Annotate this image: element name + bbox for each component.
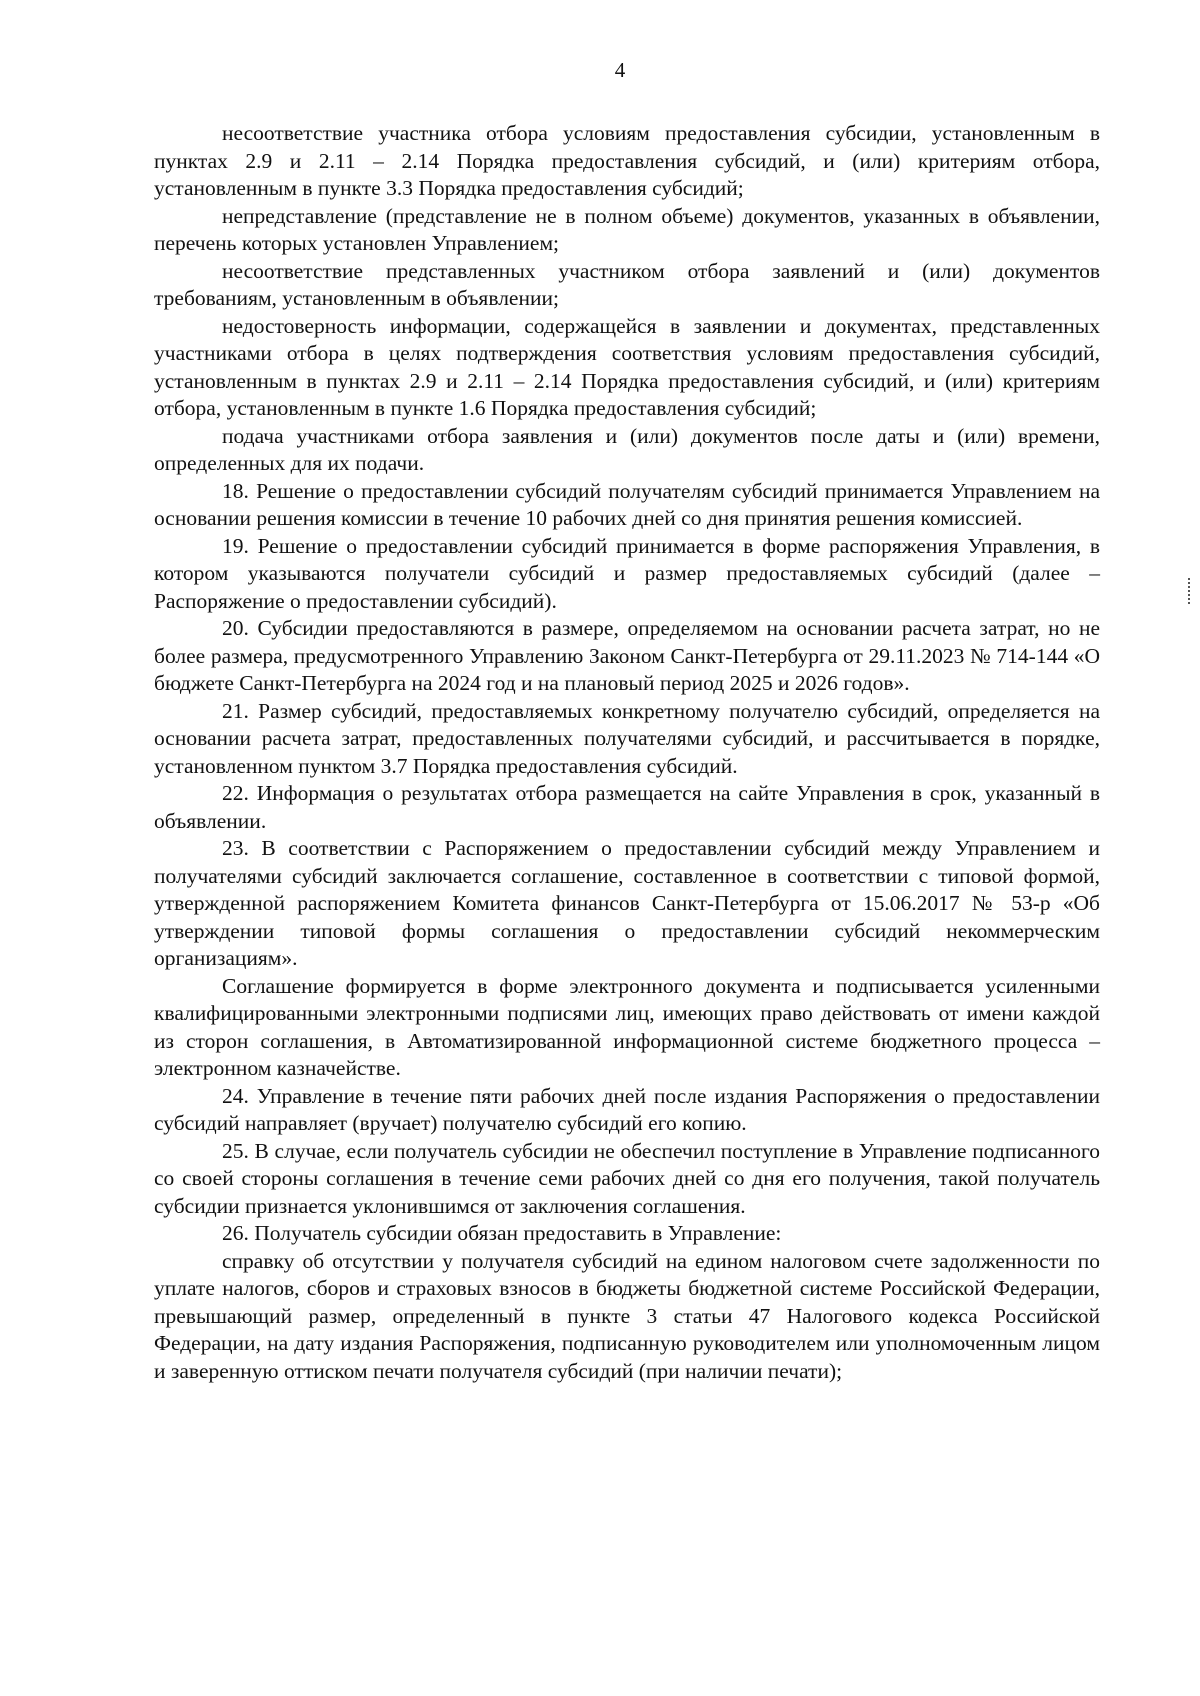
paragraph-noncompliance-requirements: несоответствие представленных участником отбора заявлений и (или) документов требованиям, установленным в объявлении; xyxy=(154,258,1100,310)
scan-edge-mark xyxy=(1188,578,1192,604)
paragraph-noncompliance-conditions: несоответствие участника отбора условиям предоставления субсидии, установленным в пунктах 2.9 и 2.11 – 2.14 Порядка предоставления субсидий, и (или) критериям отбора, установленным в пункте 3.3 Порядка предоставления субсидий; xyxy=(154,121,1100,200)
paragraph-late-submission: подача участниками отбора заявления и (или) документов после даты и (или) времени, определенных для их подачи. xyxy=(154,423,1100,475)
paragraph-unreliable-information: недостоверность информации, содержащейся в заявлении и документах, представленных участниками отбора в целях подтверждения соответствия условиям предоставления субсидий, установленным в пунктах 2.9 и 2.11 – 2.14 Порядка предоставления субсидий, и (или) критериям отбора, установленным в пункте 1.6 Порядка предоставления субсидий; xyxy=(154,313,1100,420)
clause-25: 25. В случае, если получатель субсидии не обеспечил поступление в Управление подписанного со своей стороны соглашения в течение семи рабочих дней со дня его получения, такой получатель субсидии признается уклонившимся от заключения соглашения. xyxy=(154,1138,1100,1218)
clause-18: 18. Решение о предоставлении субсидий получателям субсидий принимается Управлением на основании решения комиссии в течение 10 рабочих дней со дня принятия решения комиссией. xyxy=(154,478,1100,530)
clause-22: 22. Информация о результатах отбора размещается на сайте Управления в срок, указанный в объявлении. xyxy=(154,781,1100,833)
clause-20: 20. Субсидии предоставляются в размере, определяемом на основании расчета затрат, но не более размера, предусмотренного Управлению Законом Санкт-Петербурга от 29.11.2023 № 714-144 «О бюджете Санкт-Петербурга на 2024 год и на плановый период 2025 и 2026 годов». xyxy=(154,616,1100,695)
clause-21: 21. Размер субсидий, предоставляемых конкретному получателю субсидий, определяется на основании расчета затрат, предоставленных получателями субсидий, и рассчитывается в порядке, установленном пунктом 3.7 Порядка предоставления субсидий. xyxy=(154,698,1100,778)
clause-19: 19. Решение о предоставлении субсидий принимается в форме распоряжения Управления, в котором указываются получатели субсидий и размер предоставляемых субсидий (далее – Распоряжение о предоставлении субсидий). xyxy=(154,533,1100,613)
clause-26: 26. Получатель субсидии обязан предоставить в Управление: xyxy=(222,1221,782,1245)
paragraph-agreement-electronic: Соглашение формируется в форме электронного документа и подписывается усиленными квалифицированными электронными подписями лиц, имеющих право действовать от имени каждой из сторон соглашения, в Автоматизированной информационной системе бюджетного процесса – электронном казначействе. xyxy=(154,973,1100,1080)
paragraph-tax-certificate: справку об отсутствии у получателя субсидий на едином налоговом счете задолженности по уплате налогов, сборов и страховых взносов в бюджеты бюджетной системе Российской Федерации, превышающий размер, определенный в пункте 3 статьи 47 Налогового кодекса Российской Федерации, на дату издания Распоряжения, подписанную руководителем или уполномоченным лицом и заверенную оттиском печати получателя субсидий (при наличии печати); xyxy=(154,1248,1100,1383)
page-number: 4 xyxy=(614,58,626,82)
clause-23: 23. В соответствии с Распоряжением о предоставлении субсидий между Управлением и получателями субсидий заключается соглашение, составленное в соответствии с типовой формой, утвержденной распоряжением Комитета финансов Санкт-Петербурга от 15.06.2017 № 53-р «Об утверждении типовой формы соглашения о предоставлении субсидий некоммерческим организациям». xyxy=(154,836,1100,970)
document-body xyxy=(154,120,1100,1385)
paragraph-nonsubmission-documents: непредставление (представление не в полном объеме) документов, указанных в объявлении, перечень которых установлен Управлением; xyxy=(154,203,1100,255)
clause-24: 24. Управление в течение пяти рабочих дней после издания Распоряжения о предоставлении субсидий направляет (вручает) получателю субсидий его копию. xyxy=(154,1083,1100,1135)
